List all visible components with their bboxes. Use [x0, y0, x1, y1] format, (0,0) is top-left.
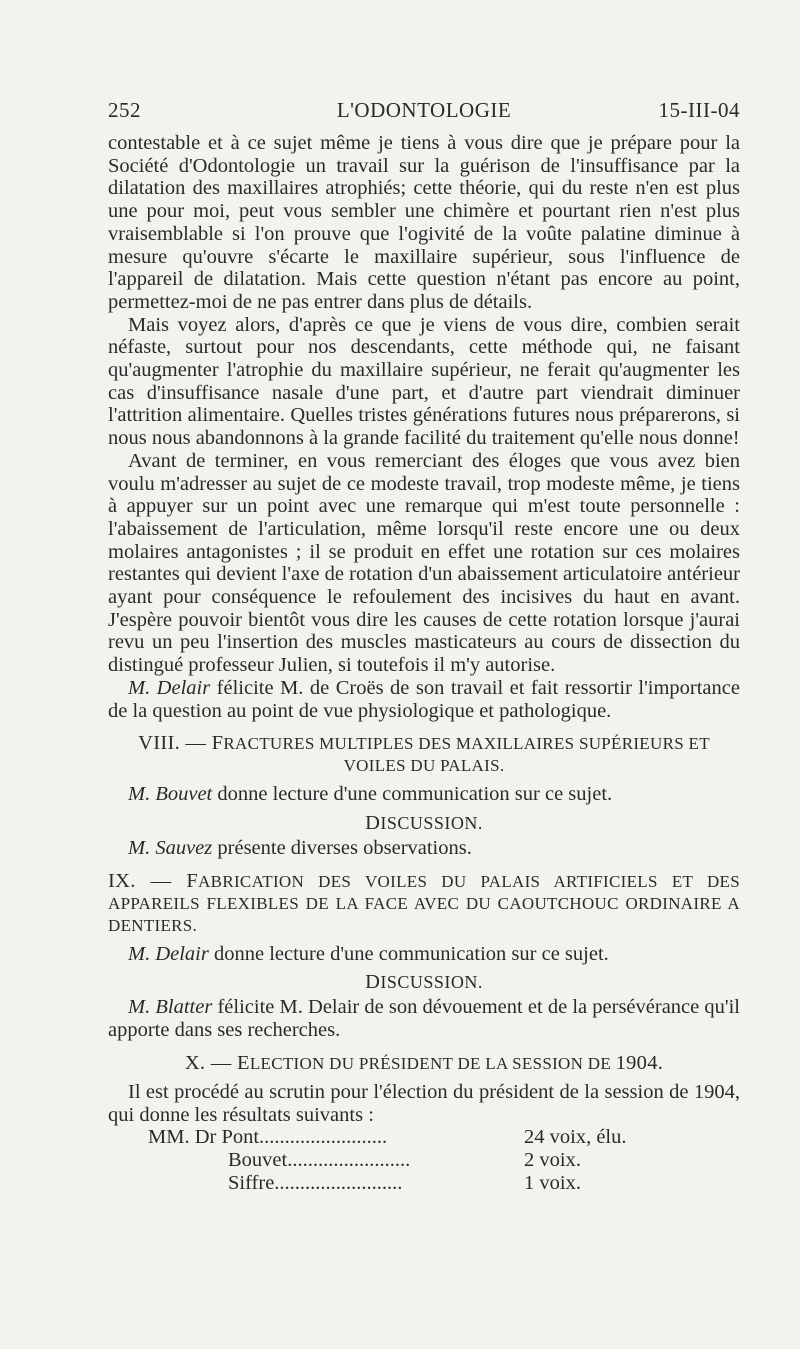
- paragraph-3: Avant de terminer, en vous remerciant des éloges que vous avez bien voulu m'adresser au sujet de ce modeste travail, trop modeste même, je tiens à appuyer sur un point avec une remarque qui m'est toute personnelle : l'abaissement de l'articulation, même lorsqu'il reste encore une ou deux molaires antagonistes ; il se produit en effet une rotation sur ces molaires restantes qui devient l'axe de rotation d'un abaissement articulatoire antérieur ayant pour conséquence le refoulement des incisives du haut en avant. J'espère pouvoir bientôt vous dire les causes de cette rotation lorsque j'aurai revu un peu l'insertion des muscles masticateurs au cours de dissection du distingué professeur Julien, si toutefois il m'y autorise.: [108, 449, 740, 677]
- section-8-paragraph: M. Bouvet donne lecture d'une communication sur ce sujet.: [128, 783, 613, 806]
- journal-title: L'ODONTOLOGIE: [336, 98, 512, 122]
- page-number: 252: [108, 98, 141, 122]
- paragraph-4: [108, 677, 740, 722]
- vote-results: [108, 1126, 740, 1195]
- discussion-heading: DISCUSSION.: [365, 971, 483, 994]
- running-header: [108, 98, 740, 132]
- speaker-name: M. Delair: [128, 676, 211, 699]
- speaker-name: M. Delair: [128, 942, 209, 965]
- speaker-name: M. Bouvet: [128, 783, 213, 806]
- speaker-name: M. Sauvez: [128, 836, 213, 859]
- issue-date: 15-III-04: [658, 98, 740, 122]
- vote-row: Bouvet........................ 2 voix.: [228, 1149, 581, 1172]
- speaker-name: M. Blatter: [128, 996, 213, 1019]
- vote-row: MM. Dr Pont......................... 24 voix, élu.: [148, 1126, 627, 1149]
- section-9-heading: IX. — FABRICATION DES VOILES DU PALAIS ARTIFICIELS ET DES APPAREILS FLEXIBLES DE LA FACE AVEC DU CAOUTCHOUC ORDINAIRE A DENTIERS.: [108, 869, 740, 935]
- book-page: [108, 98, 740, 1195]
- section-10-paragraph: Il est procédé au scrutin pour l'élection du président de la session de 1904, qui donne les résultats suivants :: [108, 1080, 740, 1126]
- section-10-heading: X. — ELECTION DU PRÉSIDENT DE LA SESSION DE 1904.: [184, 1051, 664, 1074]
- section-9-discussion: M. Blatter félicite M. Delair de son dévouement et de la persévérance qu'il apporte dans ses recherches.: [108, 996, 740, 1042]
- section-8-heading: VIII. — FRACTURES MULTIPLES DES MAXILLAIRES SUPÉRIEURS ET VOILES DU PALAIS.: [138, 732, 710, 776]
- discussion-heading: DISCUSSION.: [365, 811, 483, 834]
- section-8-discussion: M. Sauvez présente diverses observations.: [128, 836, 472, 859]
- paragraph-1: contestable et à ce sujet même je tiens à vous dire que je prépare pour la Société d'Odontologie un travail sur la guérison de l'insuffisance par la dilatation des maxillaires atrophiés; cette théorie, qui du reste n'en est plus une pour moi, peut vous sembler une chimère et pourtant rien n'est plus vraisemblable si l'on prouve que l'ogivité de la voûte palatine diminue à mesure qu'ouvre s'écarte le maxillaire supérieur, sous l'influence de l'appareil de dilatation. Mais cette question n'étant pas encore au point, permettez-moi de ne pas entrer dans plus de détails.: [108, 132, 740, 313]
- section-9-paragraph: M. Delair donne lecture d'une communication sur ce sujet.: [128, 942, 609, 965]
- vote-row: Siffre......................... 1 voix.: [228, 1172, 581, 1195]
- paragraph-2: Mais voyez alors, d'après ce que je viens de vous dire, combien serait néfaste, surtout pour nos descendants, cette méthode qui, ne faisant qu'augmenter l'atrophie du maxillaire supérieur, ne ferait qu'augmenter les cas d'insuffisance nasale d'une part, et d'autre part viendrait diminuer l'attrition alimentaire. Quelles tristes générations futures nous préparerons, si nous nous abandonnons à la grande facilité du traitement qu'elle nous donne!: [108, 313, 740, 450]
- paragraph-text: félicite M. de Croës de son travail et fait ressortir l'importance de la question au point de vue physiologique et pathologique.: [108, 676, 740, 722]
